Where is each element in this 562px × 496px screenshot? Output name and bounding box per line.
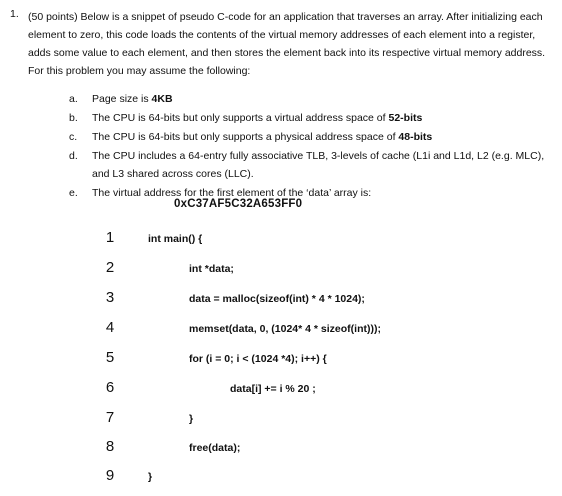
assumption-letter: b. [69, 112, 78, 124]
assumption-text: The CPU includes a 64-entry fully associative TLB, 3-levels of cache (L1i and L1d, L2 (e.g. MLC), and L3 shared across cores (LLC). [92, 150, 545, 180]
code-line: memset(data, 0, (1024* 4 * sizeof(int))); [189, 323, 381, 335]
code-line: int *data; [189, 263, 234, 275]
code-line: free(data); [189, 442, 241, 454]
code-line: data[i] += i % 20 ; [230, 383, 316, 395]
question-points: (50 points) [28, 11, 78, 23]
line-number: 5 [105, 349, 115, 366]
line-number: 9 [105, 467, 115, 484]
assumption-letter: a. [69, 93, 78, 105]
line-number: 3 [105, 289, 115, 306]
code-line: } [189, 413, 194, 425]
assumption-text: Page size is 4KB [92, 93, 173, 105]
question-intro: Below is a snippet of pseudo C-code for an application that traverses an array. After initializing each element to zero, this code loads the contents of the virtual memory addresses of each element into a register, adds some value to each element, and then stores the element back into its respective virtual memory address. For this problem you may assume the following: [28, 11, 546, 77]
line-number: 4 [105, 319, 115, 336]
line-number: 6 [105, 379, 115, 396]
code-line: for (i = 0; i < (1024 *4); i++) { [189, 353, 327, 365]
line-number: 7 [105, 409, 115, 426]
code-line: data = malloc(sizeof(int) * 4 * 1024); [189, 293, 365, 305]
line-number: 8 [105, 438, 115, 455]
code-line: int main() { [148, 233, 203, 245]
virtual-address: 0xC37AF5C32A653FF0 [174, 198, 303, 210]
code-line: } [148, 471, 153, 483]
assumption-text: The CPU is 64-bits but only supports a physical address space of 48-bits [92, 131, 433, 143]
question-number: 1. [10, 8, 19, 20]
assumption-text: The CPU is 64-bits but only supports a virtual address space of 52-bits [92, 112, 423, 124]
question-text [28, 8, 550, 80]
assumption-letter: e. [69, 187, 78, 199]
assumption-letter: c. [69, 131, 78, 143]
line-number: 2 [105, 259, 115, 276]
assumption-text: The virtual address for the first element of the ‘data’ array is: [92, 187, 372, 199]
line-number: 1 [105, 229, 115, 246]
assumption-letter: d. [69, 150, 78, 162]
